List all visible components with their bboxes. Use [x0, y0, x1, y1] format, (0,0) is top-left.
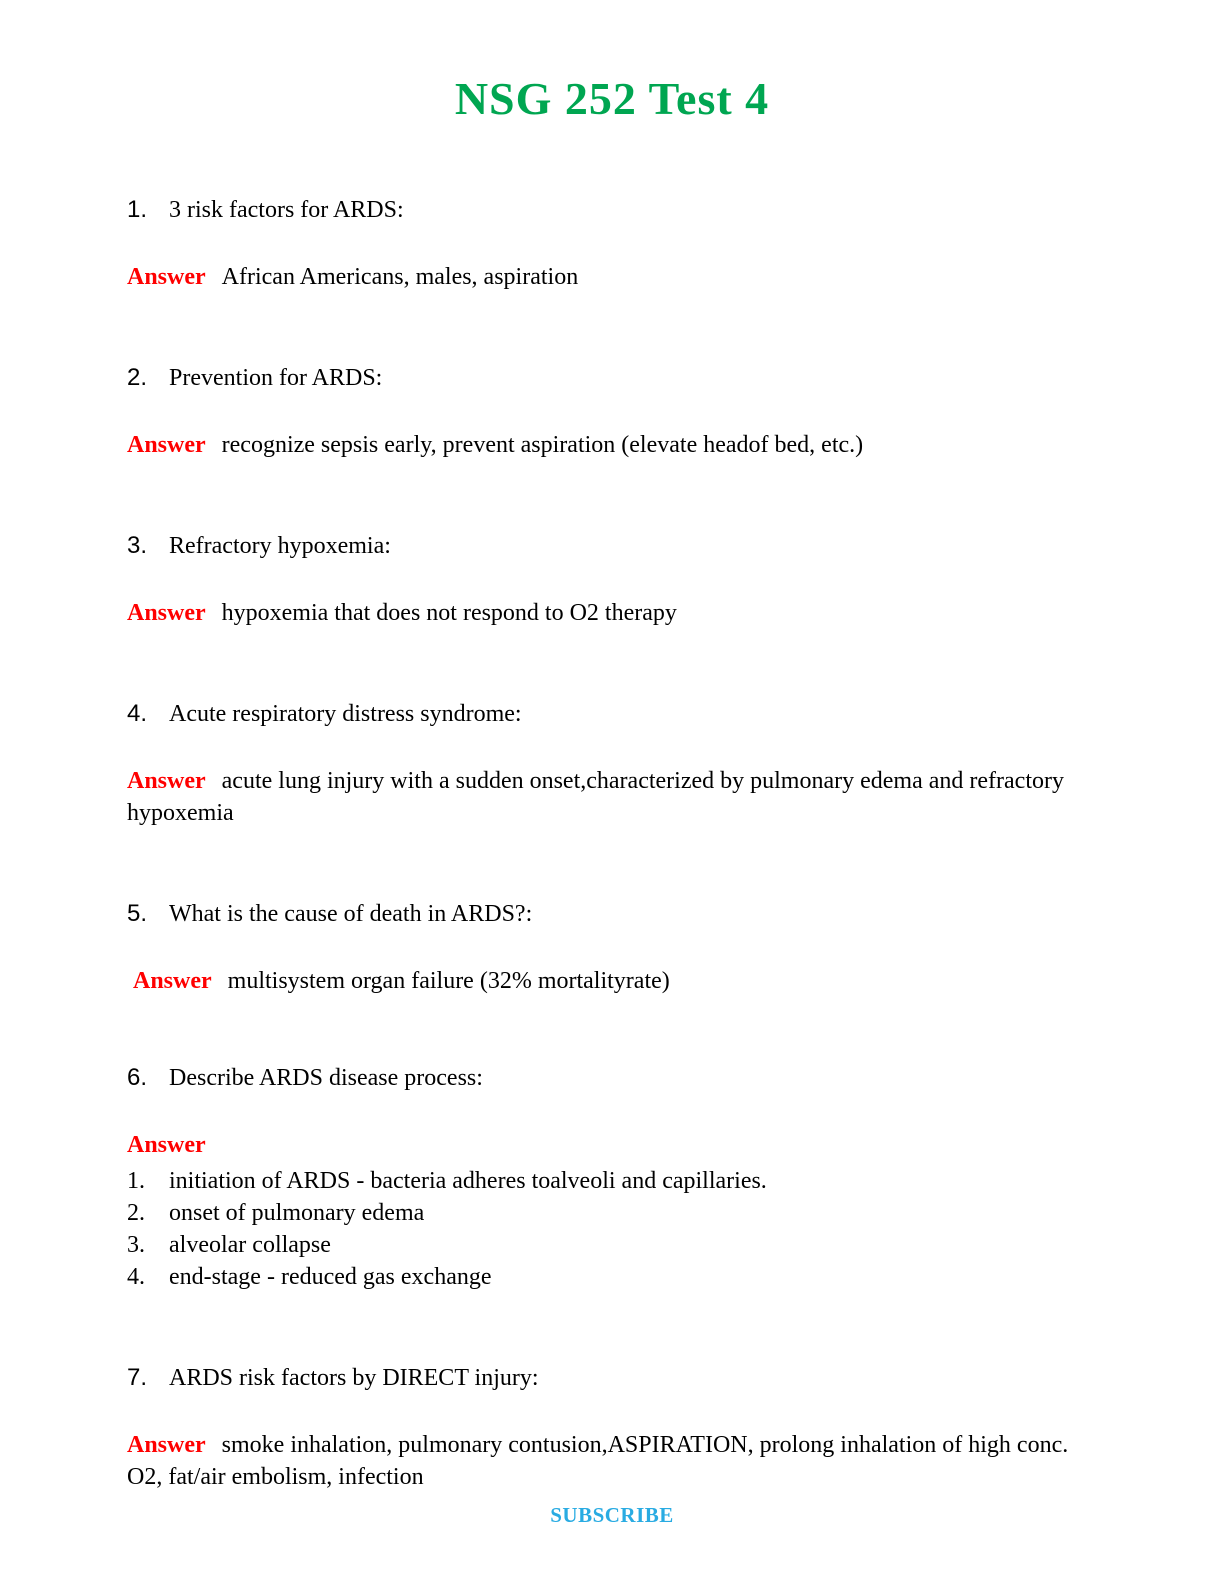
- answer-line: [127, 965, 1097, 997]
- answer-list-item: [127, 1197, 1097, 1229]
- question-line: [127, 1063, 1097, 1093]
- question-block-1: [127, 195, 1097, 293]
- answer-text: recognize sepsis early, prevent aspiration (elevate headof bed, etc.): [221, 432, 864, 458]
- question-number: 4.: [127, 700, 148, 727]
- question-number: 2.: [127, 364, 148, 391]
- answer-label: Answer: [127, 600, 206, 626]
- question-text: Prevention for ARDS:: [169, 365, 383, 391]
- answer-list: [127, 1165, 1097, 1293]
- answer-list-item: [127, 1261, 1097, 1293]
- question-number: 1.: [127, 196, 148, 223]
- question-number: 7.: [127, 1364, 148, 1391]
- answer-line: [127, 261, 1097, 293]
- question-line: [127, 699, 1097, 729]
- question-text: Acute respiratory distress syndrome:: [169, 701, 522, 727]
- answer-text: smoke inhalation, pulmonary contusion,ASPIRATION, prolong inhalation of high conc. O2, fat/air embolism, infection: [127, 1432, 1069, 1490]
- answer-text: acute lung injury with a sudden onset,characterized by pulmonary edema and refractory hypoxemia: [127, 768, 1064, 826]
- answer-label: Answer: [127, 432, 206, 458]
- answer-label: Answer: [127, 1132, 206, 1158]
- question-block-3: [127, 531, 1097, 629]
- question-text: Refractory hypoxemia:: [169, 533, 391, 559]
- answer-text: multisystem organ failure (32% mortalityrate): [227, 968, 670, 994]
- question-line: [127, 899, 1097, 929]
- question-text: ARDS risk factors by DIRECT injury:: [169, 1365, 539, 1391]
- question-block-5: [127, 899, 1097, 997]
- answer-line: [127, 1129, 1097, 1161]
- question-text: Describe ARDS disease process:: [169, 1065, 483, 1091]
- list-item-number: 3.: [127, 1232, 145, 1258]
- question-text: 3 risk factors for ARDS:: [169, 197, 404, 223]
- question-line: [127, 531, 1097, 561]
- answer-label: Answer: [127, 768, 206, 794]
- question-line: [127, 1363, 1097, 1393]
- answer-text: hypoxemia that does not respond to O2 therapy: [221, 600, 677, 626]
- question-line: [127, 363, 1097, 393]
- answer-label: Answer: [133, 968, 212, 994]
- question-number: 5.: [127, 900, 148, 927]
- answer-label: Answer: [127, 264, 206, 290]
- list-item-number: 4.: [127, 1264, 145, 1290]
- question-block-6: [127, 1063, 1097, 1293]
- answer-line: [127, 597, 1097, 629]
- list-item-text: onset of pulmonary edema: [169, 1200, 425, 1226]
- answer-line: [127, 1429, 1097, 1493]
- question-block-4: [127, 699, 1097, 829]
- question-block-2: [127, 363, 1097, 461]
- answer-label: Answer: [127, 1432, 206, 1458]
- page-footer: [0, 1503, 1224, 1528]
- list-item-number: 1.: [127, 1168, 145, 1194]
- page-title: NSG 252 Test 4: [454, 73, 770, 124]
- list-item-text: initiation of ARDS - bacteria adheres toalveoli and capillaries.: [169, 1168, 767, 1194]
- question-number: 3.: [127, 532, 148, 559]
- question-text: What is the cause of death in ARDS?:: [169, 901, 533, 927]
- answer-line: [127, 765, 1097, 829]
- answer-list-item: [127, 1229, 1097, 1261]
- list-item-text: end-stage - reduced gas exchange: [169, 1264, 492, 1290]
- list-item-number: 2.: [127, 1200, 145, 1226]
- question-line: [127, 195, 1097, 225]
- question-number: 6.: [127, 1064, 148, 1091]
- list-item-text: alveolar collapse: [169, 1232, 331, 1258]
- answer-list-item: [127, 1165, 1097, 1197]
- answer-text: African Americans, males, aspiration: [221, 264, 579, 290]
- subscribe-link[interactable]: SUBSCRIBE: [550, 1503, 674, 1527]
- question-block-7: [127, 1363, 1097, 1493]
- answer-line: [127, 429, 1097, 461]
